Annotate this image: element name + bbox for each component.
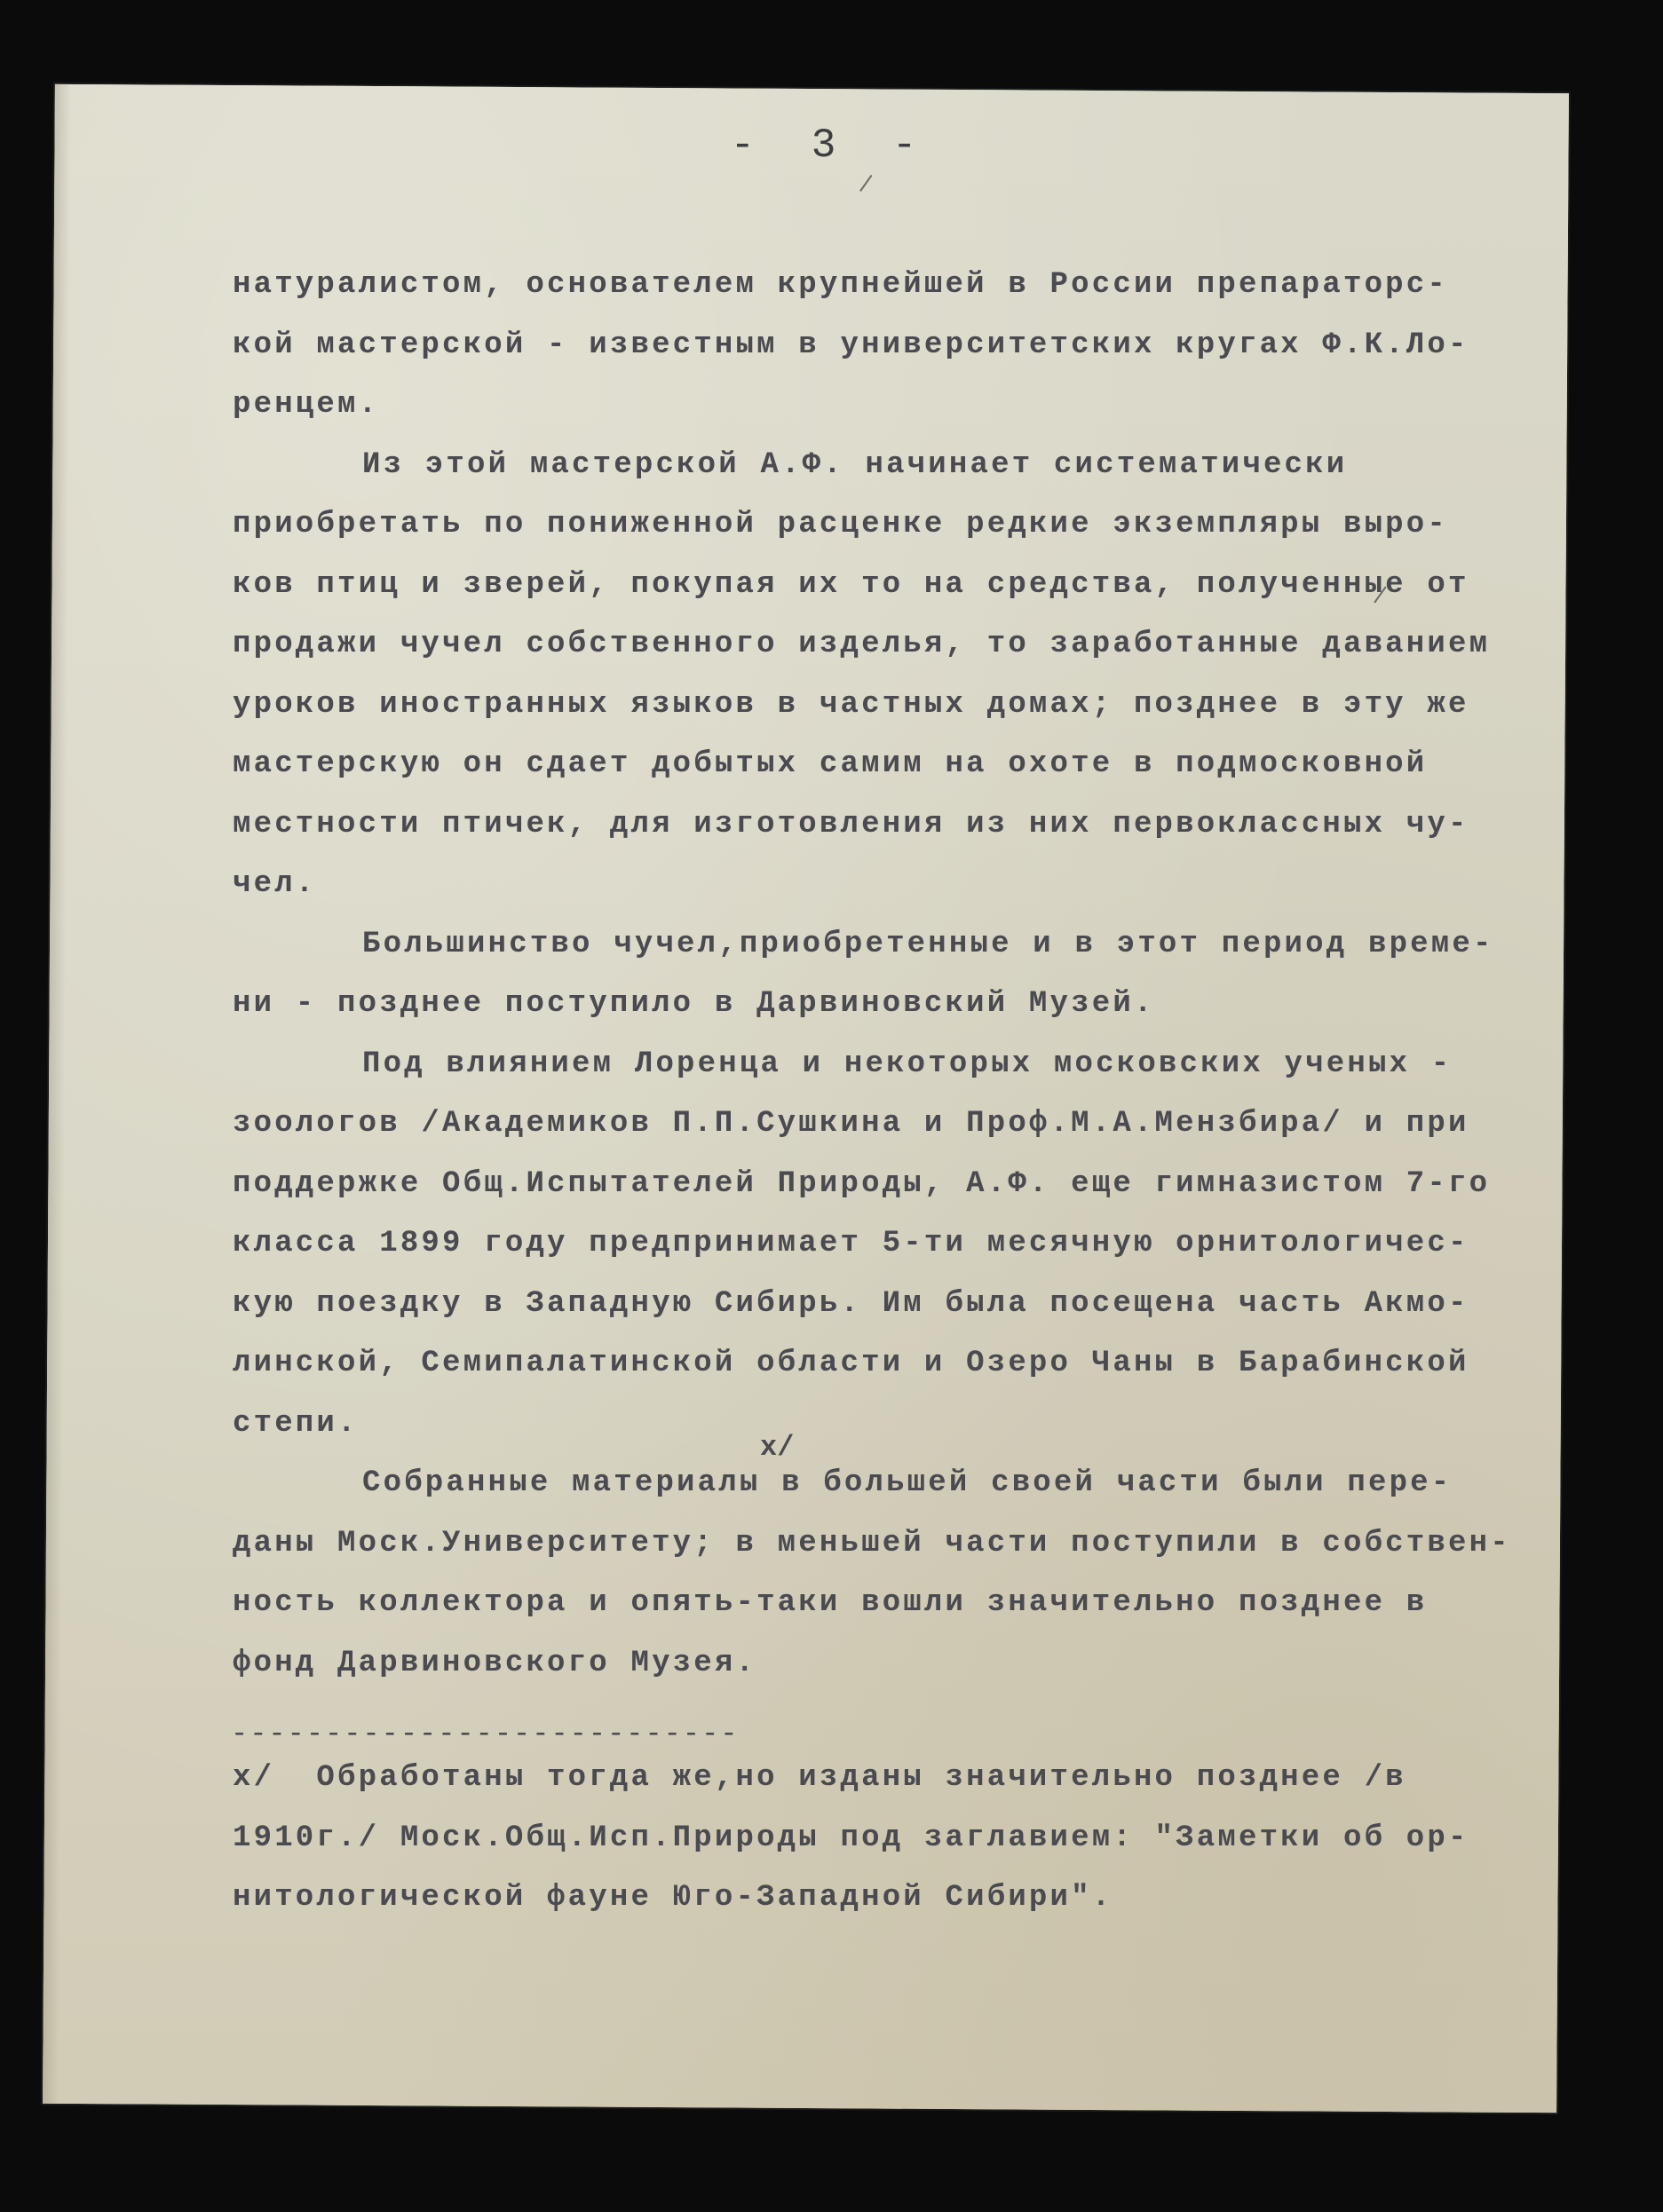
text-line: Под влиянием Лоренца и некоторых московских ученых -	[362, 1047, 1453, 1081]
text-line: приобретать по пониженной расценке редкие экземпляры выро-	[233, 508, 1448, 541]
text-line: Большинство чучел,приобретенные и в этот период време-	[362, 927, 1494, 961]
text-line: даны Моск.Университету; в меньшей части поступили в собствен-	[233, 1526, 1511, 1560]
page-number: - 3 -	[730, 122, 933, 169]
text-line: чел.	[233, 867, 317, 901]
footnote-line: x/ Обработаны тогда же,но изданы значительно позднее /в	[233, 1761, 1406, 1795]
text-line: Собранные материалы в большей своей части были пере-	[362, 1466, 1453, 1500]
text-line: класса 1899 году предпринимает 5-ти месячную орнитологичес-	[233, 1227, 1469, 1260]
pencil-tick	[859, 175, 872, 192]
text-line: ков птиц и зверей, покупая их то на средства, полученные от	[233, 567, 1469, 602]
text-line: Из этой мастерской А.Ф. начинает систематически	[362, 447, 1348, 482]
text-line: поддержке Общ.Испытателей Природы, А.Ф. еще гимназистом 7-го	[233, 1166, 1491, 1201]
body-text	[233, 256, 1511, 1694]
text-line: ренцем.	[233, 388, 380, 422]
text-line: зоологов /Академиков П.П.Сушкина и Проф.М.А.Мензбира/ и при	[233, 1107, 1469, 1141]
paper-edge-shadow	[43, 84, 71, 2104]
text-line: ность коллектора и опять-таки вошли значительно позднее в	[233, 1586, 1428, 1620]
text-line: продажи чучел собственного изделья, то заработанные даванием	[233, 628, 1491, 661]
footnote-separator: ---------------------------	[231, 1718, 740, 1750]
text-line: кой мастерской - известным в университетских кругах Ф.К.Ло-	[233, 328, 1469, 362]
text-line: кую поездку в Западную Сибирь. Им была посещена часть Акмо-	[233, 1286, 1469, 1321]
text-line: ни - позднее поступило в Дарвиновский Музей.	[233, 987, 1155, 1021]
footnote-reference-marker: x/	[760, 1431, 795, 1464]
text-line: линской, Семипалатинской области и Озеро Чаны в Барабинской	[233, 1347, 1469, 1380]
text-line: уроков иностранных языков в частных домах; позднее в эту же	[233, 687, 1469, 722]
text-line: степи.	[233, 1406, 359, 1441]
text-line: местности птичек, для изготовления из них первоклассных чу-	[233, 807, 1469, 841]
text-line: фонд Дарвиновского Музея.	[233, 1646, 757, 1680]
footnote-line: 1910г./ Моск.Общ.Исп.Природы под заглавием: "Заметки об ор-	[233, 1821, 1469, 1855]
text-line: натуралистом, основателем крупнейшей в России препараторс-	[233, 268, 1448, 302]
text-line: мастерскую он сдает добытых самим на охоте в подмосковной	[233, 747, 1428, 781]
footnote	[233, 1749, 1493, 1929]
footnote-line: нитологической фауне Юго-Западной Сибири".	[233, 1881, 1113, 1915]
